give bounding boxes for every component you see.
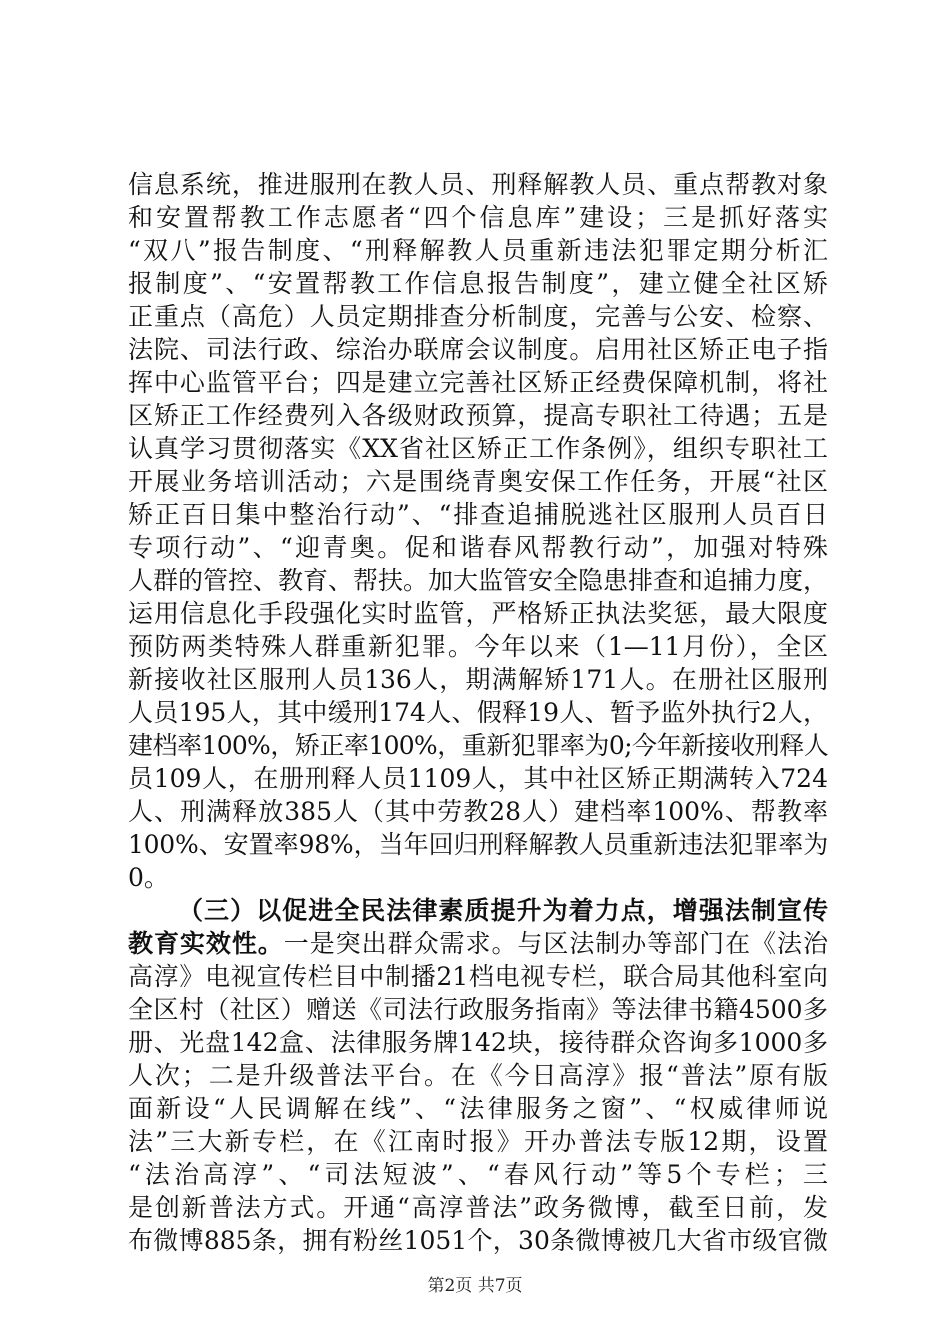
text-line: 挥中心监管平台；四是建立完善社区矫正经费保障机制，将社 <box>128 368 828 397</box>
text-line: 0。 <box>128 863 169 892</box>
text-line: 新接收社区服刑人员136人，期满解矫171人。在册社区服刑 <box>128 665 828 694</box>
text-line: 人员195人，其中缓刑174人、假释19人、暂予监外执行2人， <box>128 698 828 727</box>
text-line: 册、光盘142盒、法律服务牌142块，接待群众咨询多1000多 <box>128 1028 828 1057</box>
text-line: 100%、安置率98%，当年回归刑释解教人员重新违法犯罪率为 <box>128 830 828 859</box>
page-number-footer: 第2页 共7页 <box>427 1276 523 1296</box>
text-line: “双八”报告制度、“刑释解教人员重新违法犯罪定期分析汇 <box>128 236 828 265</box>
text-line: 人群的管控、教育、帮扶。加大监管安全隐患排查和追捕力度， <box>128 566 829 595</box>
text-line: 建档率100%，矫正率100%，重新犯罪率为0;今年新接收刑释人 <box>128 731 828 760</box>
text-line: 面新设“人民调解在线”、“法律服务之窗”、“权威律师说 <box>128 1094 828 1123</box>
text-line: 预防两类特殊人群重新犯罪。今年以来（1—11月份），全区 <box>128 632 828 661</box>
text-line: 全区村（社区）赠送《司法行政服务指南》等法律书籍4500多 <box>128 995 828 1024</box>
text-line: 法院、司法行政、综治办联席会议制度。启用社区矫正电子指 <box>128 335 828 364</box>
document-body <box>128 168 828 1257</box>
text-line: 矫正百日集中整治行动”、“排查追捕脱逃社区服刑人员百日 <box>128 500 828 529</box>
text-line: 员109人，在册刑释人员1109人，其中社区矫正期满转入724 <box>128 764 828 793</box>
text-line: 报制度”、“安置帮教工作信息报告制度”，建立健全社区矫 <box>128 269 828 298</box>
text-line: 和安置帮教工作志愿者“四个信息库”建设；三是抓好落实 <box>128 203 828 232</box>
text-line: 信息系统，推进服刑在教人员、刑释解教人员、重点帮教对象 <box>128 170 828 199</box>
text-line: 认真学习贯彻落实《XX省社区矫正工作条例》，组织专职社工 <box>128 434 828 463</box>
section-heading-tail: 教育实效性。 <box>128 929 284 958</box>
section-heading: （三）以促进全民法律素质提升为着力点，增强法制宣传 <box>178 896 828 925</box>
text-line: 运用信息化手段强化实时监管，严格矫正执法奖惩，最大限度 <box>128 599 828 628</box>
text-line: 是创新普法方式。开通“高淳普法”政务微博，截至日前，发 <box>128 1193 828 1222</box>
section-heading-continued <box>128 927 828 960</box>
text-line: “法治高淳”、“司法短波”、“春风行动”等5个专栏；三 <box>128 1160 828 1189</box>
text-line: 专项行动”、“迎青奥。促和谐春风帮教行动”，加强对特殊 <box>128 533 828 562</box>
text-line: 区矫正工作经费列入各级财政预算，提高专职社工待遇；五是 <box>128 401 828 430</box>
text-line: 法”三大新专栏，在《江南时报》开办普法专版12期，设置 <box>128 1127 828 1156</box>
text-line: 高淳》电视宣传栏目中制播21档电视专栏，联合局其他科室向 <box>128 962 828 991</box>
text-line: 布微博885条，拥有粉丝1051个，30条微博被几大省市级官微 <box>128 1226 828 1255</box>
text-line: 开展业务培训活动；六是围绕青奥安保工作任务，开展“社区 <box>128 467 828 496</box>
text-line: 人、刑满释放385人（其中劳教28人）建档率100%、帮教率 <box>128 797 828 826</box>
text-line: 正重点（高危）人员定期排查分析制度，完善与公安、检察、 <box>128 302 828 331</box>
text-line: 人次；二是升级普法平台。在《今日高淳》报“普法”原有版 <box>128 1061 828 1090</box>
text-run: 一是突出群众需求。与区法制办等部门在《法治 <box>283 929 828 958</box>
